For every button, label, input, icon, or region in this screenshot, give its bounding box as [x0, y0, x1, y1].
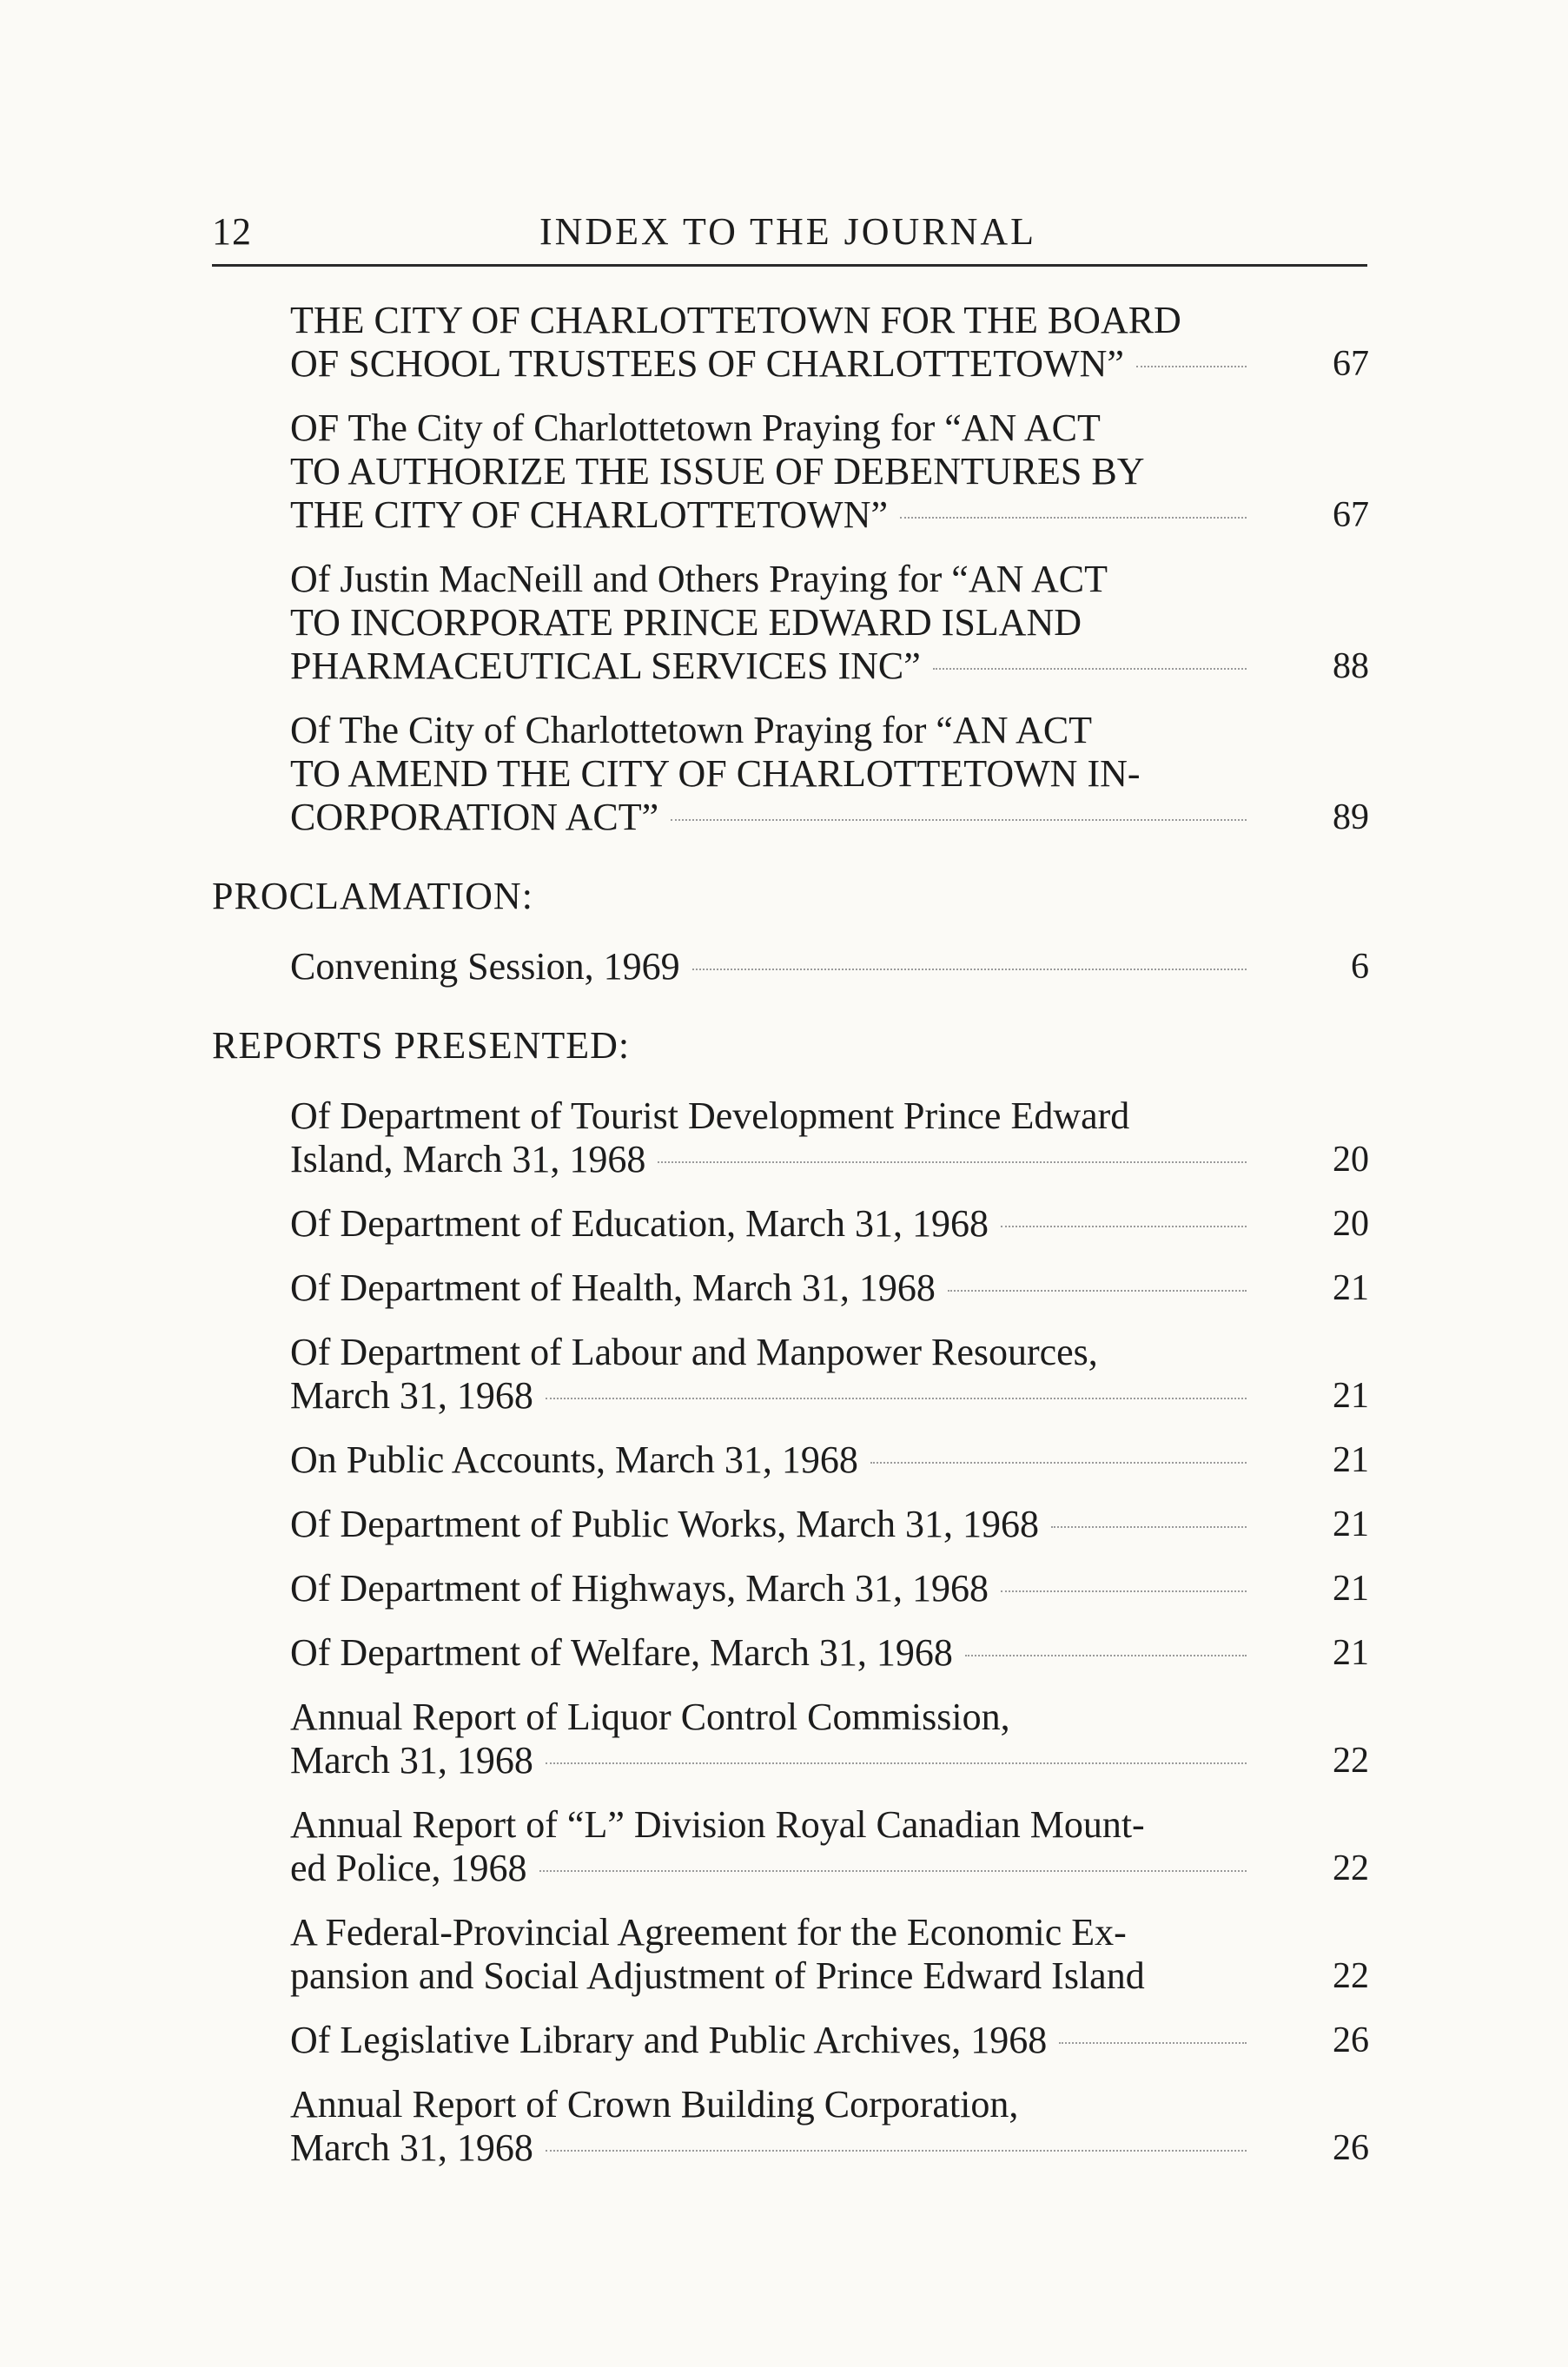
page-reference: 20	[1333, 1140, 1369, 1180]
entry-final-line	[290, 2019, 1252, 2062]
entry-final-line	[290, 645, 1252, 688]
header-rule	[212, 264, 1367, 267]
index-entry	[212, 1331, 1369, 1418]
entry-text-line: Of Department of Tourist Development Prince Edward	[290, 1094, 1130, 1137]
entry-final-line	[290, 945, 1252, 988]
dot-leader	[539, 1870, 1247, 1872]
index-entry	[212, 558, 1369, 688]
page-reference: 21	[1333, 1504, 1369, 1544]
index-entry	[212, 1567, 1369, 1610]
page-reference: 26	[1333, 2128, 1369, 2168]
entry-text-line: TO AUTHORIZE THE ISSUE OF DEBENTURES BY	[290, 450, 1145, 493]
page-reference: 89	[1333, 797, 1369, 837]
dot-leader	[546, 2150, 1247, 2152]
dot-leader	[948, 1290, 1247, 1292]
index-entry	[212, 2083, 1369, 2170]
dot-leader	[692, 969, 1247, 970]
entry-text-line: Of Department of Health, March 31, 1968	[290, 1266, 936, 1309]
entry-text-line: Of Department of Education, March 31, 1968	[290, 1202, 989, 1245]
entry-text-line: THE CITY OF CHARLOTTETOWN FOR THE BOARD	[290, 299, 1181, 341]
entry-text-line: OF SCHOOL TRUSTEES OF CHARLOTTETOWN”	[290, 342, 1124, 385]
page-reference: 67	[1333, 344, 1369, 384]
entry-text-line: Of Department of Welfare, March 31, 1968	[290, 1631, 953, 1674]
entry-text-line: CORPORATION ACT”	[290, 796, 659, 838]
page-reference: 20	[1333, 1204, 1369, 1244]
entry-text-line: A Federal-Provincial Agreement for the Economic Ex-	[290, 1911, 1127, 1954]
entry-final-line	[290, 493, 1252, 537]
index-entry	[212, 407, 1369, 537]
page-reference: 22	[1333, 1956, 1369, 1996]
dot-leader	[933, 668, 1247, 670]
entry-final-line	[290, 1202, 1252, 1246]
entry-text-line: Annual Report of Liquor Control Commission,	[290, 1696, 1010, 1738]
dot-leader	[1051, 1526, 1247, 1528]
entry-text-line: Of Department of Public Works, March 31, 1968	[290, 1503, 1040, 1545]
dot-leader	[1001, 1590, 1247, 1592]
dot-leader	[1059, 2042, 1247, 2044]
dot-leader	[658, 1161, 1247, 1163]
entry-final-line	[290, 1954, 1252, 1998]
entry-text-line: THE CITY OF CHARLOTTETOWN”	[290, 493, 889, 536]
entry-text-line: Island, March 31, 1968	[290, 1138, 646, 1180]
entry-text-line: Of Justin MacNeill and Others Praying for “AN ACT	[290, 558, 1108, 600]
entry-text-line: TO INCORPORATE PRINCE EDWARD ISLAND	[290, 601, 1082, 644]
index-entry	[212, 945, 1369, 988]
entry-final-line	[290, 1503, 1252, 1546]
entry-text-line: TO AMEND THE CITY OF CHARLOTTETOWN IN-	[290, 752, 1141, 795]
index-entry	[212, 2019, 1369, 2062]
dot-leader	[1001, 1226, 1247, 1227]
entry-text-line: March 31, 1968	[290, 2126, 533, 2169]
page-reference: 88	[1333, 646, 1369, 686]
entry-final-line	[290, 342, 1252, 386]
entry-text-line: Annual Report of “L” Division Royal Canadian Mount-	[290, 1803, 1145, 1846]
page-reference: 6	[1351, 947, 1369, 987]
page-reference: 22	[1333, 1848, 1369, 1888]
entry-final-line	[290, 1847, 1252, 1890]
page-number: 12	[212, 210, 252, 253]
entry-final-line	[290, 2126, 1252, 2170]
index-entry	[212, 1803, 1369, 1890]
entry-text-line: OF The City of Charlottetown Praying for “AN ACT	[290, 407, 1101, 449]
page-header	[212, 207, 1364, 257]
index-entry	[212, 1202, 1369, 1246]
page-reference: 21	[1333, 1569, 1369, 1609]
dot-leader	[546, 1398, 1247, 1399]
page-reference: 21	[1333, 1633, 1369, 1673]
dot-leader	[870, 1462, 1247, 1464]
page-reference: 21	[1333, 1440, 1369, 1480]
page-reference: 26	[1333, 2020, 1369, 2060]
index-entry	[212, 1911, 1369, 1998]
dot-leader	[900, 517, 1247, 519]
entry-text-line: Convening Session, 1969	[290, 945, 680, 988]
running-head: INDEX TO THE JOURNAL	[539, 210, 1037, 253]
index-entry	[212, 1503, 1369, 1546]
entry-text-line: Of Department of Labour and Manpower Resources,	[290, 1331, 1098, 1373]
entry-final-line	[290, 1266, 1252, 1310]
page-reference: 67	[1333, 495, 1369, 535]
proclamation-entries	[212, 945, 1369, 988]
entry-final-line	[290, 1374, 1252, 1418]
entry-final-line	[290, 1438, 1252, 1482]
entry-final-line	[290, 796, 1252, 839]
index-entry	[212, 1094, 1369, 1181]
entry-final-line	[290, 1138, 1252, 1181]
entry-text-line: March 31, 1968	[290, 1374, 533, 1417]
entry-text-line: Of Department of Highways, March 31, 1968	[290, 1567, 989, 1610]
index-entry	[212, 1266, 1369, 1310]
reports-presented-entries	[212, 1094, 1369, 2170]
reports-presented-heading: REPORTS PRESENTED:	[212, 1024, 631, 1067]
index-entry	[212, 299, 1369, 386]
dot-leader	[671, 819, 1247, 821]
proclamation-heading: PROCLAMATION:	[212, 875, 533, 917]
dot-leader	[965, 1655, 1247, 1656]
page-reference: 21	[1333, 1376, 1369, 1416]
entry-text-line: On Public Accounts, March 31, 1968	[290, 1438, 858, 1481]
entry-text-line: PHARMACEUTICAL SERVICES INC”	[290, 645, 921, 687]
entry-text-line: Of Legislative Library and Public Archives, 1968	[290, 2019, 1048, 2061]
entry-text-line: Of The City of Charlottetown Praying for “AN ACT	[290, 709, 1093, 751]
entry-final-line	[290, 1739, 1252, 1782]
dot-leader	[1136, 366, 1247, 367]
entry-text-line: ed Police, 1968	[290, 1847, 527, 1889]
entry-text-line: Annual Report of Crown Building Corporation,	[290, 2083, 1019, 2126]
index-entry	[212, 709, 1369, 839]
continued-entries	[212, 299, 1369, 839]
index-entry	[212, 1631, 1369, 1675]
entry-final-line	[290, 1567, 1252, 1610]
entry-text-line: pansion and Social Adjustment of Prince Edward Island	[290, 1954, 1145, 1997]
dot-leader	[546, 1762, 1247, 1764]
entry-final-line	[290, 1631, 1252, 1675]
page-reference: 22	[1333, 1741, 1369, 1781]
entry-text-line: March 31, 1968	[290, 1739, 533, 1782]
page-reference: 21	[1333, 1268, 1369, 1308]
index-entry	[212, 1438, 1369, 1482]
index-entry	[212, 1696, 1369, 1782]
index-content	[212, 299, 1369, 2191]
